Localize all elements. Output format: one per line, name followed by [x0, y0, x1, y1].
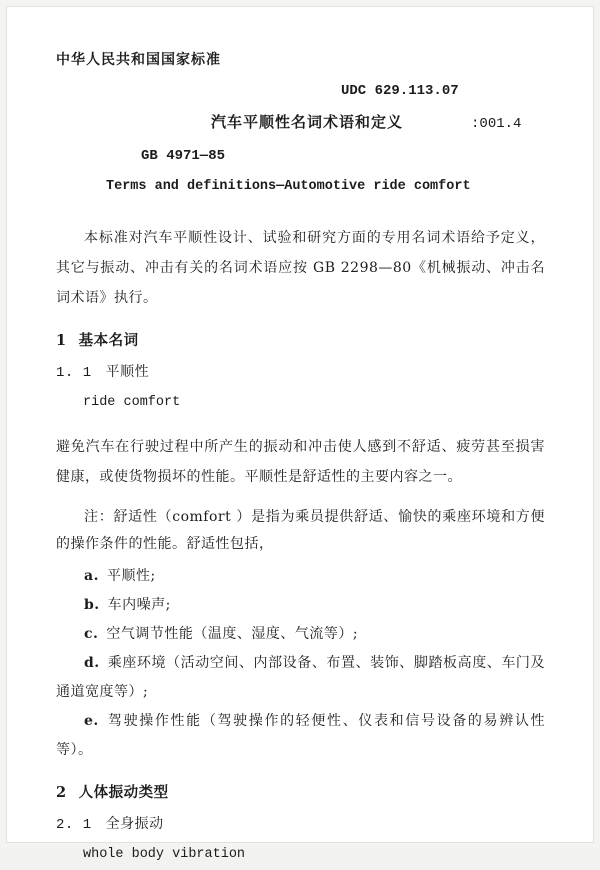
national-standard-label: 中华人民共和国国家标准	[56, 52, 221, 68]
section-2-title: 人体振动类型	[78, 783, 169, 801]
subsection-1-1-term-en: ride comfort	[83, 395, 181, 410]
list-item-text: 车内噪声;	[107, 596, 171, 613]
subsection-1-1-definition: 避免汽车在行驶过程中所产生的振动和冲击使人感到不舒适、疲劳甚至损害健康，或使货物损坏的性能。平顺性是舒适性的主要内容之一。	[56, 438, 545, 485]
section-1-heading	[56, 326, 545, 356]
list-item-label: e.	[84, 712, 99, 729]
subsection-2-1-term-en: whole body vibration	[83, 846, 246, 862]
subsection-2-1-term-cn: 全身振动	[105, 815, 164, 832]
document-page	[6, 6, 594, 862]
list-item	[56, 707, 545, 765]
list-item-label: c.	[84, 625, 99, 642]
subsection-1-1-heading	[56, 357, 545, 388]
list-item-label: b.	[84, 596, 100, 613]
subsection-1-1-term-cn: 平顺性	[105, 364, 150, 380]
document-title-en: Terms and definitions—Automotive ride comfort	[106, 179, 471, 194]
list-item-text: 平顺性;	[106, 567, 156, 584]
intro-paragraph: 本标准对汽车平顺性设计、试验和研究方面的专用名词术语给予定义，其它与振动、冲击有关的名词术语应按 GB 2298—80《机械振动、冲击名词术语》执行。	[56, 230, 545, 306]
udc-number: UDC 629.113.07	[341, 83, 459, 99]
list-item-text: 驾驶操作性能（驾驶操作的轻便性、仪表和信号设备的易辨认性等）。	[56, 712, 545, 758]
comfort-note-paragraph: 注：舒适性（comfort ）是指为乘员提供舒适、愉快的乘座环境和方便的操作条件的性能。舒适性包括，	[56, 508, 545, 552]
list-item-text: 乘座环境（活动空间、内部设备、布置、装饰、脚踏板高度、车门及通道宽度等）;	[56, 654, 545, 700]
title-classification-suffix: :001.4	[471, 116, 522, 132]
list-item	[56, 562, 545, 591]
subsection-2-1-number: 2. 1	[56, 816, 92, 833]
document-title-cn: 汽车平顺性名词术语和定义	[211, 113, 404, 131]
list-item-text: 空气调节性能（温度、湿度、气流等）;	[106, 625, 359, 642]
list-item	[56, 649, 545, 707]
list-item	[56, 591, 545, 620]
list-item	[56, 620, 545, 649]
subsection-1-1-number: 1. 1	[56, 365, 92, 381]
subsection-2-1-heading	[56, 809, 545, 840]
section-1-number: 1	[56, 332, 67, 349]
comfort-item-list	[56, 562, 545, 765]
section-2-number: 2	[56, 783, 67, 801]
section-2-heading	[56, 778, 545, 808]
title-line	[56, 111, 545, 132]
standard-code: GB 4971—85	[141, 148, 226, 164]
list-item-label: d.	[84, 654, 100, 671]
section-1-title: 基本名词	[78, 332, 139, 349]
list-item-label: a.	[84, 567, 99, 584]
